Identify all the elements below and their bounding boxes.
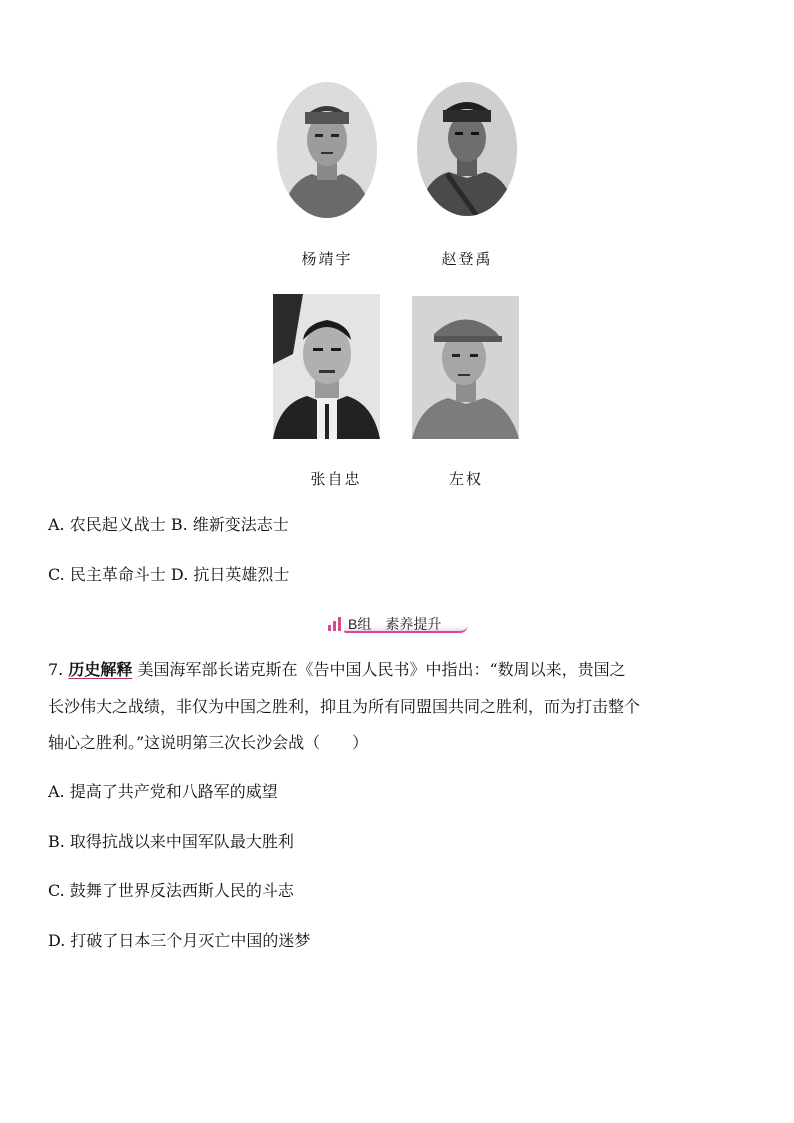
portrait-photo-2 bbox=[417, 82, 517, 216]
q7-stem-text-1: 美国海军部长诺克斯在《告中国人民书》中指出：“数周以来，贵国之 bbox=[137, 660, 626, 679]
q7-stem-line-1 bbox=[48, 660, 626, 680]
q7-option-d: D. 打破了日本三个月灭亡中国的迷梦 bbox=[48, 931, 311, 950]
q7-stem-line-2: 长沙伟大之战绩，非仅为中国之胜利，抑且为所有同盟国共同之胜利，而为打击整个 bbox=[48, 697, 641, 716]
portrait-caption-1: 杨靖宇 bbox=[301, 250, 353, 268]
portrait-photo-1 bbox=[277, 82, 377, 218]
q6-options-line-1: A. 农民起义战士 B. 维新变法志士 bbox=[48, 515, 289, 534]
q7-option-a: A. 提高了共产党和八路军的威望 bbox=[48, 782, 278, 801]
portrait-photo-4 bbox=[412, 296, 519, 439]
section-badge bbox=[326, 613, 468, 633]
q7-tag: 历史解释 bbox=[68, 660, 133, 679]
q7-stem-line-3: 轴心之胜利。”这说明第三次长沙会战（ ） bbox=[48, 733, 369, 752]
portrait-photo-3 bbox=[273, 294, 380, 439]
q7-number: 7. bbox=[48, 660, 64, 679]
portrait-caption-2: 赵登禹 bbox=[441, 250, 493, 268]
q6-options-line-2: C. 民主革命斗士 D. 抗日英雄烈士 bbox=[48, 565, 290, 584]
portrait-caption-4: 左权 bbox=[448, 470, 483, 488]
q7-option-b: B. 取得抗战以来中国军队最大胜利 bbox=[48, 832, 294, 851]
bar-chart-icon bbox=[326, 614, 344, 632]
portrait-caption-3: 张自忠 bbox=[310, 470, 362, 488]
section-badge-label: B组 素养提升 bbox=[348, 616, 442, 632]
q7-option-c: C. 鼓舞了世界反法西斯人民的斗志 bbox=[48, 881, 294, 900]
